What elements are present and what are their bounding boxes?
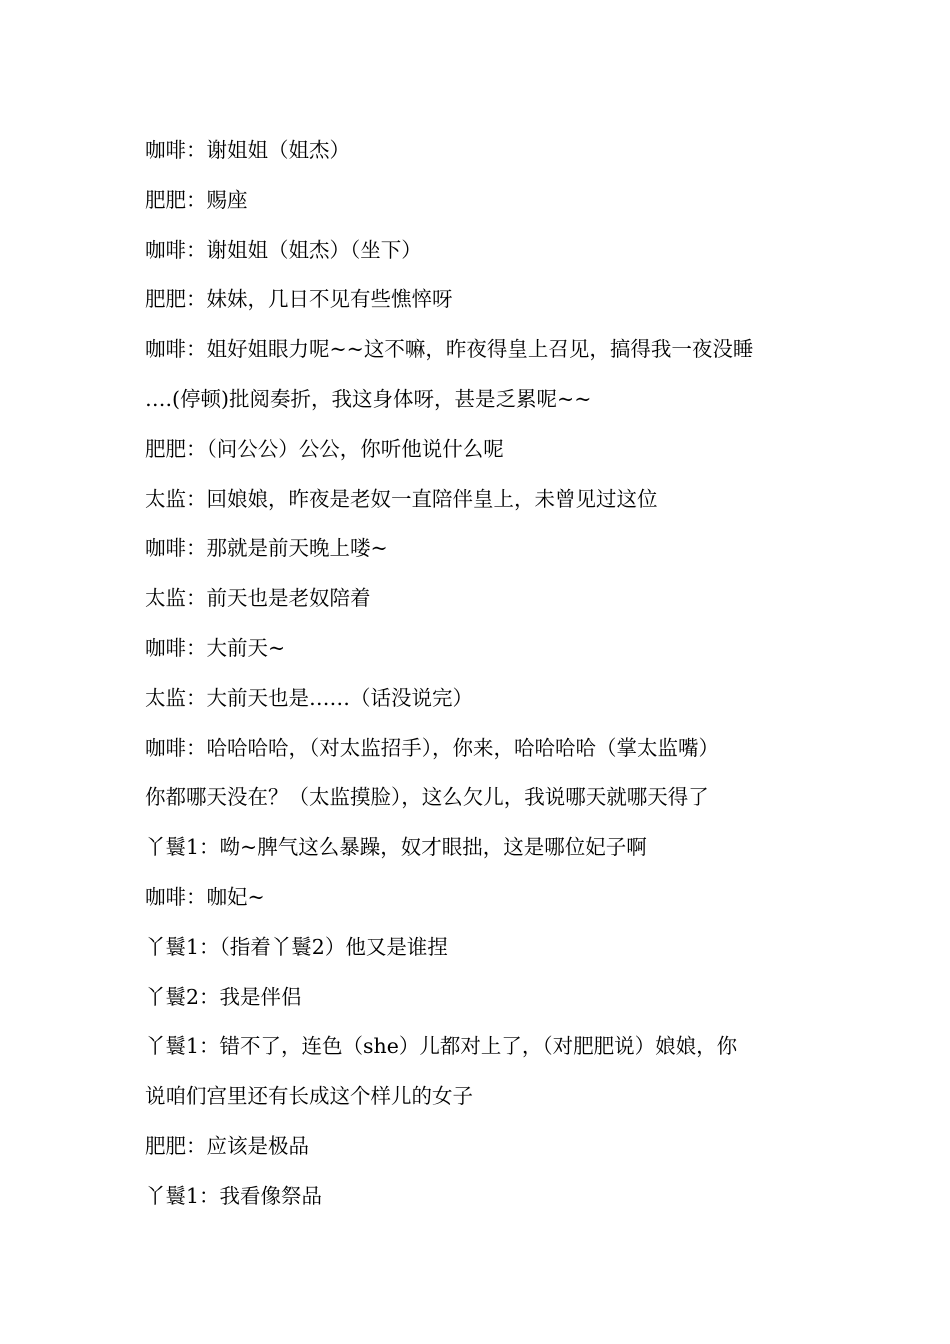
- dialogue-line: 肥肥：应该是极品: [145, 1133, 309, 1158]
- dialogue-line: 肥肥：妹妹，几日不见有些憔悴呀: [145, 287, 453, 312]
- dialogue-line: 丫鬟1：错不了，连色（she）儿都对上了，（对肥肥说）娘娘，你: [145, 1034, 738, 1059]
- dialogue-line: 肥肥：赐座: [145, 187, 248, 212]
- dialogue-line: 丫鬟1：（指着丫鬟2）他又是谁捏: [145, 934, 448, 959]
- dialogue-line: 丫鬟1：我看像祭品: [145, 1183, 323, 1208]
- dialogue-line: 肥肥：（问公公）公公，你听他说什么呢: [145, 436, 504, 461]
- dialogue-line: 咖啡：谢姐姐（姐杰）（坐下）: [145, 237, 422, 262]
- dialogue-line: 太监：回娘娘，昨夜是老奴一直陪伴皇上，未曾见过这位: [145, 486, 658, 511]
- dialogue-line: 说咱们宫里还有长成这个样儿的女子: [145, 1084, 473, 1109]
- dialogue-line: 咖啡：哈哈哈哈，（对太监招手），你来，哈哈哈哈（掌太监嘴）: [145, 735, 719, 760]
- dialogue-line: 你都哪天没在？（太监摸脸），这么欠儿，我说哪天就哪天得了: [145, 785, 709, 810]
- dialogue-line: ….(停顿)批阅奏折，我这身体呀，甚是乏累呢~~: [145, 386, 592, 411]
- dialogue-line: 丫鬟1：呦~脾气这么暴躁，奴才眼拙，这是哪位妃子啊: [145, 835, 647, 860]
- dialogue-line: 咖啡：谢姐姐（姐杰）: [145, 138, 350, 162]
- script-dialogue: [145, 126, 810, 1222]
- dialogue-line: 咖啡：那就是前天晚上喽~: [145, 536, 388, 561]
- dialogue-line: 咖啡：咖妃~: [145, 884, 265, 909]
- dialogue-line: 咖啡：姐好姐眼力呢~~这不嘛，昨夜得皇上召见，搞得我一夜没睡: [145, 337, 754, 362]
- dialogue-line: 咖啡：大前天~: [145, 635, 286, 660]
- dialogue-line: 太监：大前天也是……（话没说完）: [145, 685, 473, 710]
- dialogue-line: 丫鬟2：我是伴侣: [145, 984, 302, 1009]
- dialogue-line: 太监：前天也是老奴陪着: [145, 586, 371, 611]
